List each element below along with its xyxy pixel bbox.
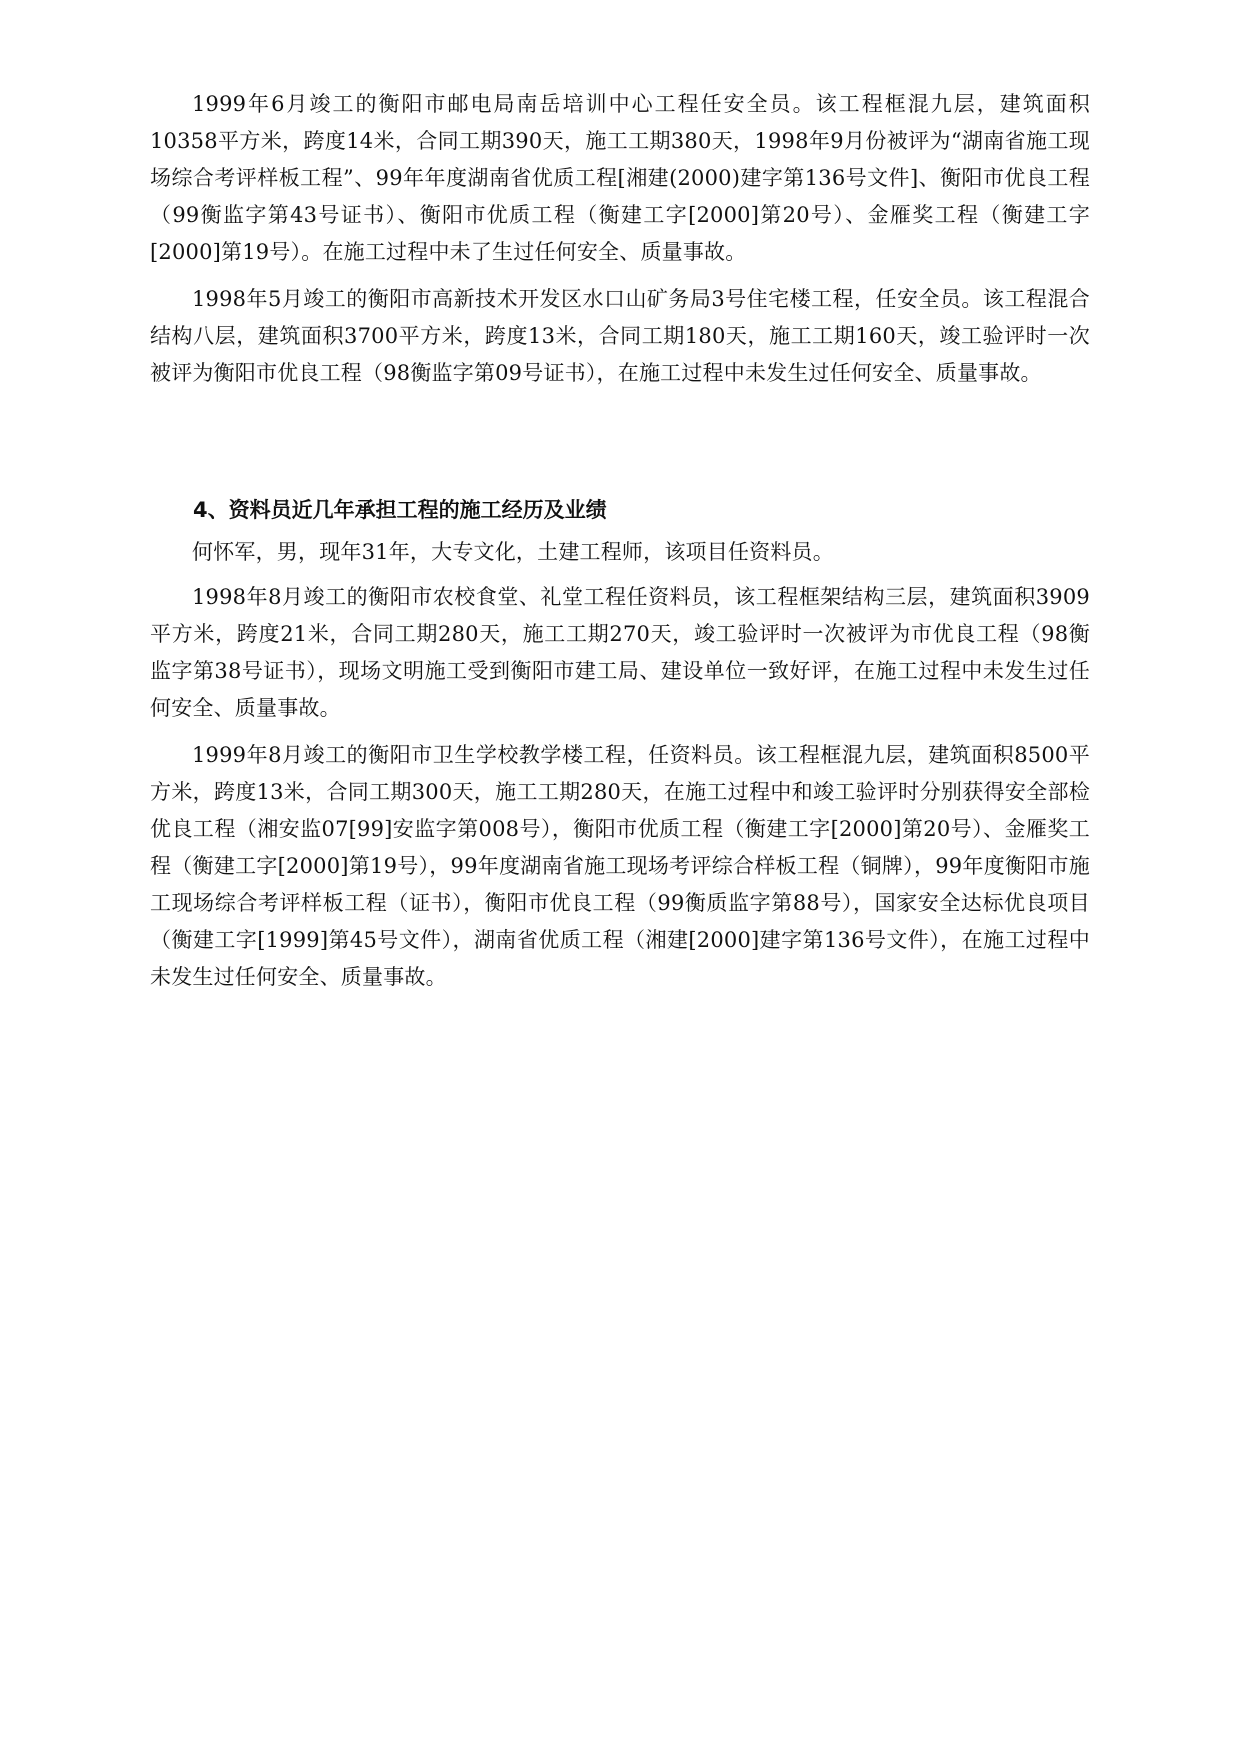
section-heading-document-clerk: 4、资料员近几年承担工程的施工经历及业绩	[193, 498, 607, 522]
paragraph-shuikoushan-residential: 1998年5月竣工的衡阳市高新技术开发区水口山矿务局3号住宅楼工程，任安全员。该工程混合结构八层，建筑面积3700平方米，跨度13米，合同工期180天，施工工期160天，竣工验评时一次被评为衡阳市优良工程（98衡监字第09号证书），在施工过程中未发生过任何安全、质量事故。	[150, 287, 1090, 385]
paragraph-postal-training-center: 1999年6月竣工的衡阳市邮电局南岳培训中心工程任安全员。该工程框混九层，建筑面积10358平方米，跨度14米，合同工期390天，施工工期380天，1998年9月份被评为“湖南省施工现场综合考评样板工程”、99年年度湖南省优质工程[湘建(2000)建字第136号文件]、衡阳市优良工程（99衡监字第43号证书）、衡阳市优质工程（衡建工字[2000]第20号）、金雁奖工程（衡建工字[2000]第19号）。在施工过程中未了生过任何安全、质量事故。	[150, 92, 1090, 264]
paragraph-agricultural-school-canteen: 1998年8月竣工的衡阳市农校食堂、礼堂工程任资料员，该工程框架结构三层，建筑面积3909平方米，跨度21米，合同工期280天，施工工期270天，竣工验评时一次被评为市优良工程（98衡监字第38号证书），现场文明施工受到衡阳市建工局、建设单位一致好评，在施工过程中未发生过任何安全、质量事故。	[150, 585, 1090, 720]
paragraph-clerk-intro: 何怀军，男，现年31年，大专文化，土建工程师，该项目任资料员。	[192, 540, 834, 564]
document-body	[150, 86, 1090, 996]
paragraph-health-school-teaching-building: 1999年8月竣工的衡阳市卫生学校教学楼工程，任资料员。该工程框混九层，建筑面积8500平方米，跨度13米，合同工期300天，施工工期280天，在施工过程中和竣工验评时分别获得安全部检优良工程（湘安监07[99]安监字第008号），衡阳市优质工程（衡建工字[2000]第20号）、金雁奖工程（衡建工字[2000]第19号），99年度湖南省施工现场考评综合样板工程（铜牌），99年度衡阳市施工现场综合考评样板工程（证书），衡阳市优良工程（99衡质监字第88号），国家安全达标优良项目（衡建工字[1999]第45号文件），湖南省优质工程（湘建[2000]建字第136号文件），在施工过程中未发生过任何安全、质量事故。	[150, 743, 1090, 989]
